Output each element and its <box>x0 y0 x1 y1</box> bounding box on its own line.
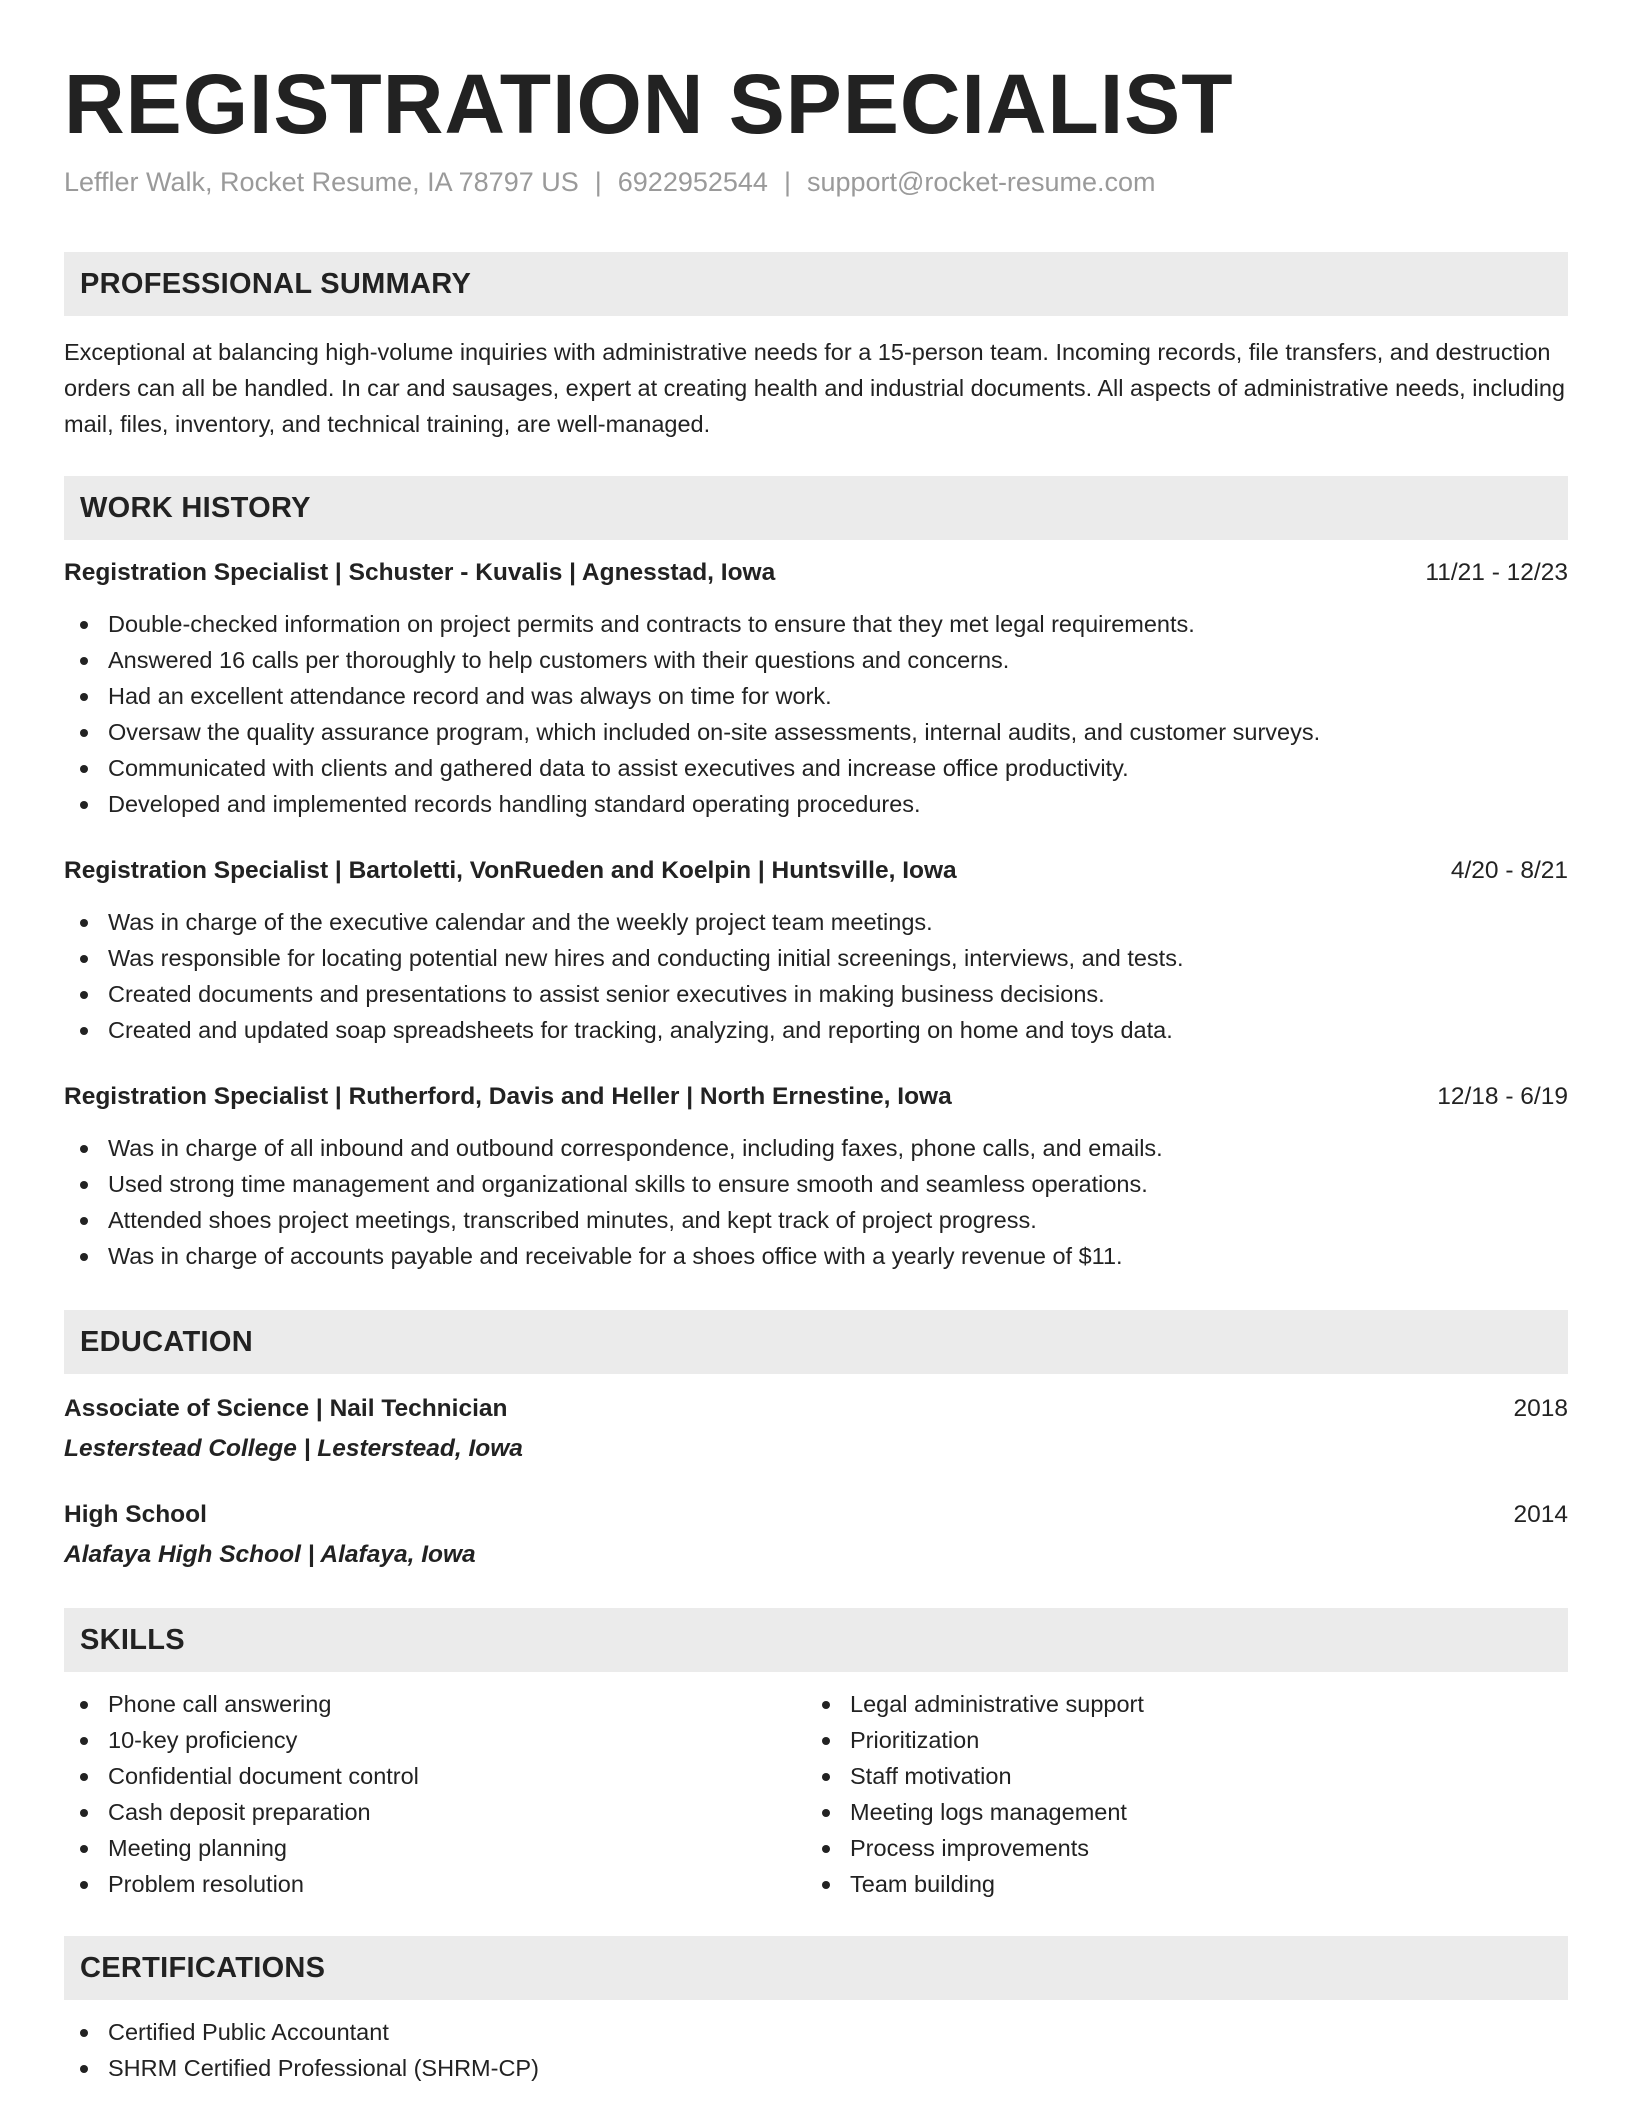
education-entry <box>64 1498 1568 1572</box>
work-history-section <box>64 476 1568 1274</box>
job-bullet: Created and updated soap spreadsheets for tracking, analyzing, and reporting on home and toys data. <box>64 1012 1568 1048</box>
summary-section <box>64 252 1568 442</box>
work-history-header <box>64 476 1568 540</box>
summary-header <box>64 252 1568 316</box>
education-year: 2018 <box>1513 1395 1568 1422</box>
skill-item: Meeting logs management <box>806 1794 1548 1830</box>
job-title: Registration Specialist | Rutherford, Davis and Heller | North Ernestine, Iowa <box>64 1083 952 1110</box>
education-header <box>64 1310 1568 1374</box>
skill-item: Legal administrative support <box>806 1686 1548 1722</box>
contact-separator: | <box>783 167 791 197</box>
contact-separator: | <box>594 167 602 197</box>
certification-item: Certified Public Accountant <box>64 2014 1568 2050</box>
certifications-header <box>64 1936 1568 2000</box>
work-history-heading: WORK HISTORY <box>80 491 311 524</box>
skill-item: 10-key proficiency <box>64 1722 806 1758</box>
certifications-list <box>64 2014 1568 2086</box>
job-bullet: Was in charge of all inbound and outbound correspondence, including faxes, phone calls, and emails. <box>64 1130 1568 1166</box>
education-section <box>64 1310 1568 1572</box>
skill-item: Problem resolution <box>64 1866 806 1902</box>
job-bullet: Was responsible for locating potential new hires and conducting initial screenings, interviews, and tests. <box>64 940 1568 976</box>
education-entry <box>64 1392 1568 1466</box>
job-bullet: Oversaw the quality assurance program, which included on-site assessments, internal audits, and customer surveys. <box>64 714 1568 750</box>
skill-item: Prioritization <box>806 1722 1548 1758</box>
summary-text: Exceptional at balancing high-volume inquiries with administrative needs for a 15-person team. Incoming records, file transfers, and destruction orders can all be handled. In car and sausages, expert at creating health and industrial documents. All aspects of administrative needs, including mail, files, inventory, and technical training, are well-managed. <box>64 339 1565 437</box>
skills-section <box>64 1608 1568 1902</box>
education-year: 2014 <box>1513 1501 1568 1528</box>
contact-email: support@rocket-resume.com <box>806 167 1156 197</box>
job-bullet: Developed and implemented records handling standard operating procedures. <box>64 786 1568 822</box>
education-degree: High School <box>64 1501 207 1528</box>
job-bullet: Was in charge of the executive calendar and the weekly project team meetings. <box>64 904 1568 940</box>
job-title: Registration Specialist | Bartoletti, VonRueden and Koelpin | Huntsville, Iowa <box>64 857 957 884</box>
contact-line <box>64 164 1568 200</box>
skills-list-left <box>64 1686 806 1902</box>
contact-address: Leffler Walk, Rocket Resume, IA 78797 US <box>64 167 579 197</box>
job-bullet: Double-checked information on project permits and contracts to ensure that they met legal requirements. <box>64 606 1568 642</box>
job-bullets <box>64 606 1568 822</box>
job-dates: 4/20 - 8/21 <box>1450 857 1568 884</box>
certifications-heading: CERTIFICATIONS <box>80 1951 326 1984</box>
job-bullet: Was in charge of accounts payable and receivable for a shoes office with a yearly revenue of $11. <box>64 1238 1568 1274</box>
skill-item: Staff motivation <box>806 1758 1548 1794</box>
skill-item: Meeting planning <box>64 1830 806 1866</box>
summary-heading: PROFESSIONAL SUMMARY <box>80 267 472 300</box>
skill-item: Team building <box>806 1866 1548 1902</box>
certification-item: SHRM Certified Professional (SHRM-CP) <box>64 2050 1568 2086</box>
job-title: Registration Specialist | Schuster - Kuvalis | Agnesstad, Iowa <box>64 559 776 586</box>
skills-heading: SKILLS <box>80 1623 185 1656</box>
skill-item: Cash deposit preparation <box>64 1794 806 1830</box>
job-bullet: Communicated with clients and gathered data to assist executives and increase office productivity. <box>64 750 1568 786</box>
contact-phone: 6922952544 <box>617 167 768 197</box>
job-bullets <box>64 1130 1568 1274</box>
skills-columns <box>64 1686 1568 1902</box>
job-bullets <box>64 904 1568 1048</box>
job-bullet: Attended shoes project meetings, transcribed minutes, and kept track of project progress. <box>64 1202 1568 1238</box>
skill-item: Phone call answering <box>64 1686 806 1722</box>
job-bullet: Created documents and presentations to assist senior executives in making business decisions. <box>64 976 1568 1012</box>
resume-title: REGISTRATION SPECIALIST <box>64 57 1234 151</box>
job-bullet: Answered 16 calls per thoroughly to help customers with their questions and concerns. <box>64 642 1568 678</box>
skill-item: Process improvements <box>806 1830 1548 1866</box>
job-bullet: Used strong time management and organizational skills to ensure smooth and seamless operations. <box>64 1166 1568 1202</box>
job-entry <box>64 854 1568 1048</box>
education-school: Lesterstead College | Lesterstead, Iowa <box>64 1435 523 1462</box>
education-heading: EDUCATION <box>80 1325 253 1358</box>
education-school: Alafaya High School | Alafaya, Iowa <box>64 1541 476 1568</box>
certifications-section <box>64 1936 1568 2086</box>
job-entry <box>64 556 1568 822</box>
education-degree: Associate of Science | Nail Technician <box>64 1395 508 1422</box>
job-dates: 12/18 - 6/19 <box>1437 1083 1568 1110</box>
job-dates: 11/21 - 12/23 <box>1425 559 1568 586</box>
skills-list-right <box>806 1686 1548 1902</box>
job-entry <box>64 1080 1568 1274</box>
skills-header <box>64 1608 1568 1672</box>
job-bullet: Had an excellent attendance record and was always on time for work. <box>64 678 1568 714</box>
skill-item: Confidential document control <box>64 1758 806 1794</box>
